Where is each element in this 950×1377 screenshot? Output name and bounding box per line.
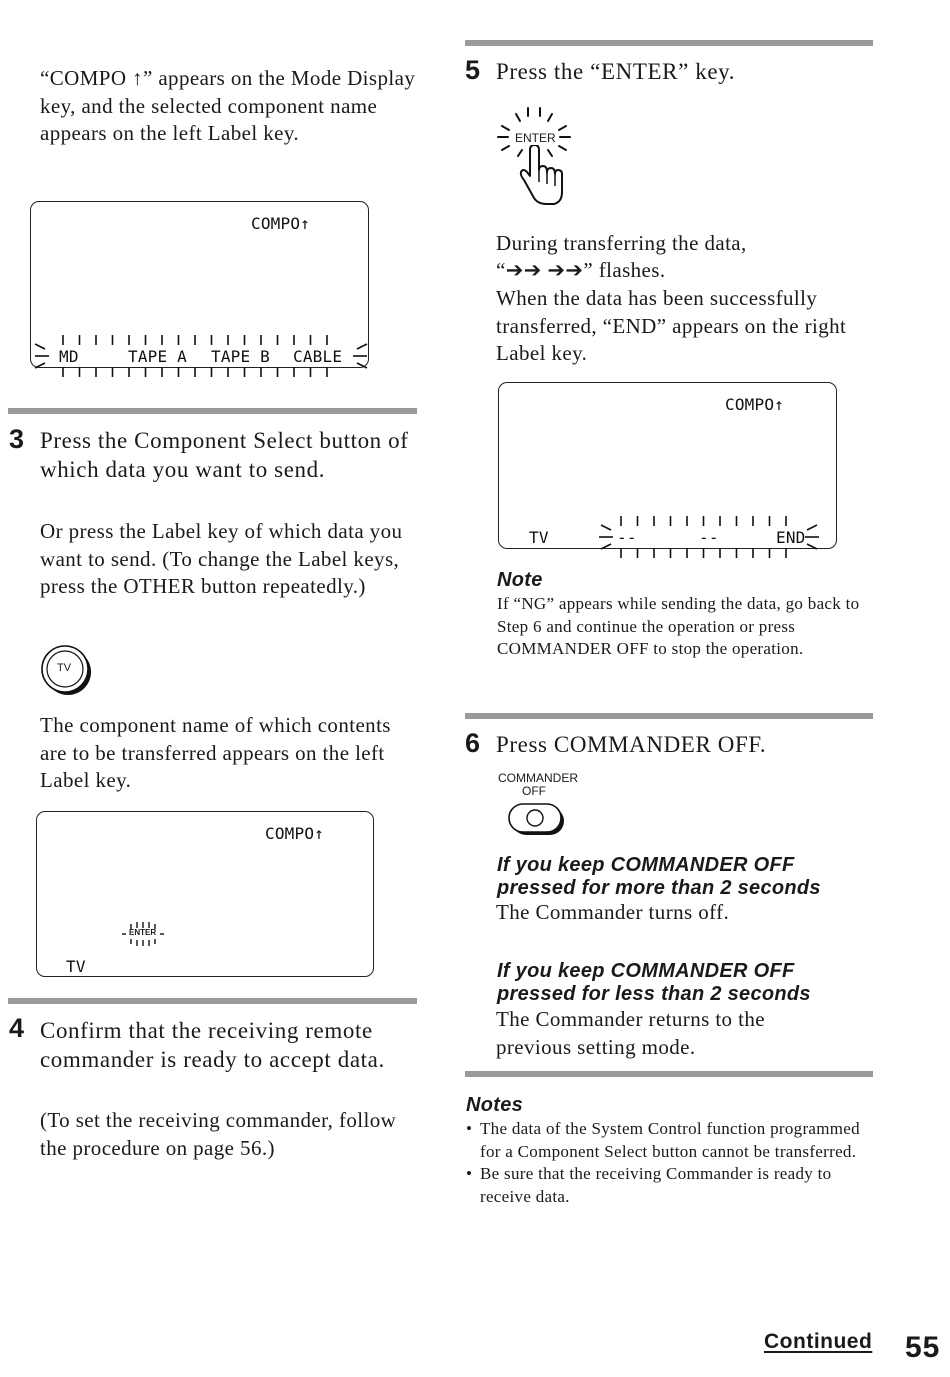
lcd-display-selected <box>36 811 374 977</box>
mode-display-key: COMPO↑ <box>251 214 310 233</box>
label-key-2: TAPE A <box>128 347 187 366</box>
transfer-status-line-3: When the data has been successfully transferred, “END” appears on the right Label key. <box>496 286 847 365</box>
enter-key-label: ENTER <box>515 131 556 145</box>
step-number: 6 <box>465 728 481 758</box>
step-after-text: The component name of which contents are to be transferred appears on the left Label key. <box>40 713 391 792</box>
section-divider <box>465 40 873 46</box>
label-key-1: TV <box>529 528 549 547</box>
subsection-heading: If you keep COMMANDER OFF pressed for less than 2 seconds <box>497 960 811 1005</box>
notes-list <box>466 1118 868 1208</box>
step-body: (To set the receiving commander, follow the procedure on page 56.) <box>40 1108 397 1160</box>
mode-display-key: COMPO↑ <box>725 395 784 414</box>
notes-heading: Notes <box>466 1094 524 1116</box>
section-divider <box>465 713 873 719</box>
mode-display-key: COMPO↑ <box>265 824 324 843</box>
step-number: 3 <box>9 424 25 454</box>
page-number: 55 <box>905 1331 941 1364</box>
hand-pressing-enter-icon <box>494 104 574 208</box>
label-key-4: END <box>776 528 806 547</box>
transfer-status-line-1: During transferring the data, <box>496 231 747 255</box>
subsection-text: The Commander turns off. <box>496 900 730 924</box>
step-number: 4 <box>9 1013 25 1043</box>
list-item: • Be sure that the receiving Commander is ready to receive data. <box>466 1163 868 1208</box>
caption-line-2: OFF <box>522 784 546 798</box>
enter-key-press <box>494 104 574 208</box>
step-body: Or press the Label key of which data you want to send. (To change the Label keys, press the OTHER button repeatedly.) <box>40 519 403 598</box>
label-key-2: -- <box>617 528 637 547</box>
continued-label: Continued <box>764 1330 873 1353</box>
label-key-3: -- <box>699 528 719 547</box>
step-title: Press the Component Select button of which data you want to send. <box>40 428 409 482</box>
label-key-3: TAPE B <box>211 347 270 366</box>
step-title: Confirm that the receiving remote commander is ready to accept data. <box>40 1018 385 1072</box>
enter-label: ENTER <box>129 928 157 937</box>
commander-off-button-icon <box>506 801 566 839</box>
list-item: • The data of the System Control function programmed for a Component Select button cannot be transferred. <box>466 1118 868 1163</box>
button-label: TV <box>57 662 72 674</box>
subsection-heading: If you keep COMMANDER OFF pressed for more than 2 seconds <box>497 854 821 899</box>
intro-text: “COMPO ↑” appears on the Mode Display key, and the selected component name appears on the left Label key. <box>40 66 416 145</box>
component-select-button <box>40 645 96 697</box>
enter-flash-icon <box>121 920 167 948</box>
lcd-display-initial <box>30 201 369 368</box>
note-text: If “NG” appears while sending the data, go back to Step 6 and continue the operation or press COMMANDER OFF to stop the operation. <box>497 594 860 658</box>
section-divider <box>465 1071 873 1077</box>
section-divider <box>8 408 417 414</box>
subsection-text: The Commander returns to the previous setting mode. <box>496 1007 765 1059</box>
note-heading: Note <box>497 569 543 591</box>
label-key-1: MD <box>59 347 79 366</box>
section-divider <box>8 998 417 1004</box>
step-title: Press COMMANDER OFF. <box>496 732 767 757</box>
label-key-1: TV <box>66 957 86 976</box>
lcd-display-transfer <box>498 382 837 549</box>
transfer-status-line-2: “➔➔ ➔➔” flashes. <box>496 258 666 282</box>
commander-off-button-caption <box>498 771 578 798</box>
caption-line-1: COMMANDER <box>498 771 578 785</box>
label-key-4: CABLE <box>293 347 343 366</box>
step-number: 5 <box>465 55 481 85</box>
step-title: Press the “ENTER” key. <box>496 59 736 84</box>
